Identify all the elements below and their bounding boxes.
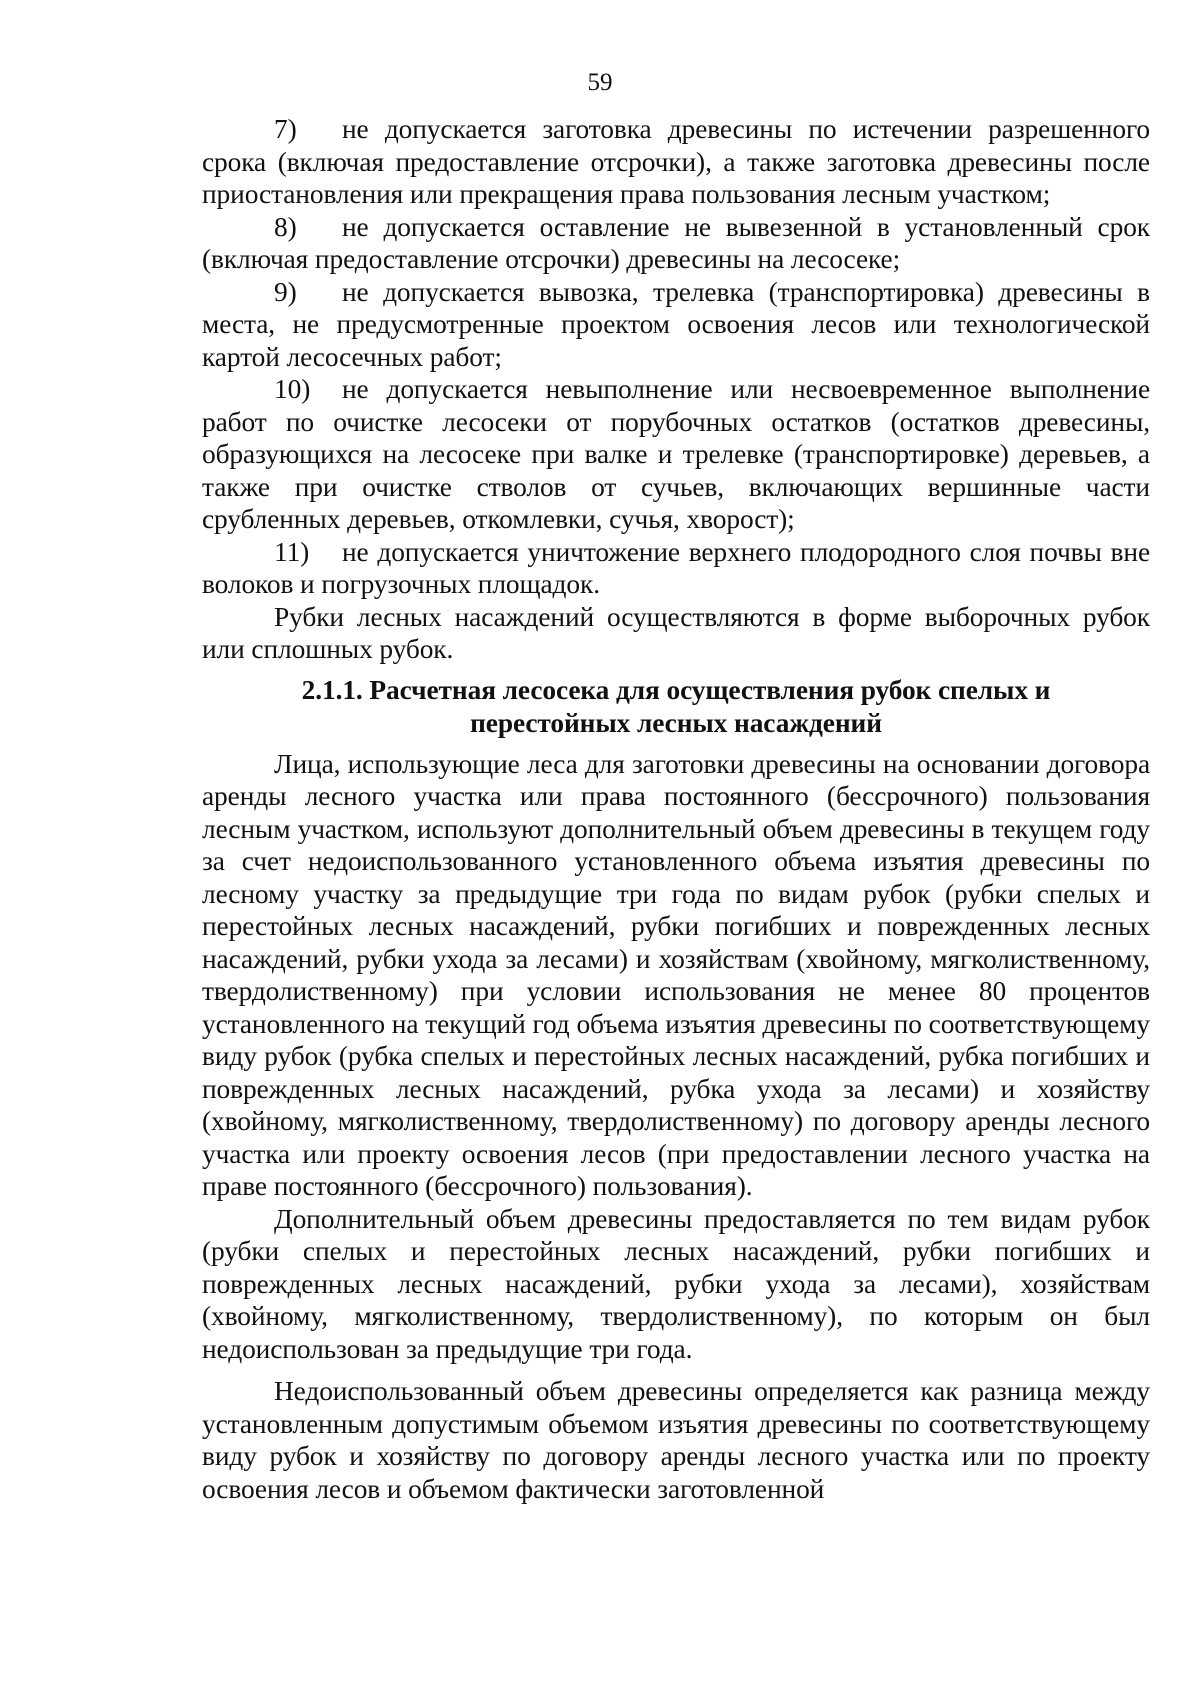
- list-item-text: не допускается вывозка, трелевка (транспортировка) древесины в места, не предусмотренные проектом освоения лесов или технологической картой лесосечных работ;: [202, 276, 1150, 372]
- section-heading-line-1: 2.1.1. Расчетная лесосека для осуществления рубок спелых и: [301, 674, 1051, 705]
- felling-forms-paragraph: Рубки лесных насаждений осуществляются в форме выборочных рубок или сплошных рубок.: [202, 601, 1150, 664]
- list-item-number: 8): [274, 211, 297, 242]
- list-item: [202, 276, 1150, 374]
- list-item-text: не допускается заготовка древесины по истечении разрешенного срока (включая предоставление отсрочки), а также заготовка древесины после приостановления или прекращения права пользования лесным участком;: [202, 114, 1150, 209]
- list-item-number: 9): [274, 276, 297, 307]
- list-item: [202, 211, 1150, 276]
- paragraph-gap: [202, 1365, 1150, 1375]
- paragraph: Дополнительный объем древесины предоставляется по тем видам рубок (рубки спелых и перестойных лесных насаждений, рубки погибших и поврежденных лесных насаждений, рубки ухода за лесами), хозяйствам (хвойному, мягколиственному, твердолиственному), по которым он был недоиспользован за предыдущие три года.: [202, 1203, 1150, 1364]
- document-body: [202, 113, 1150, 1505]
- list-item: [202, 113, 1150, 211]
- list-item-text: не допускается уничтожение верхнего плодородного слоя почвы вне волоков и погрузочных площадок.: [202, 536, 1150, 599]
- page-number: 59: [587, 69, 613, 96]
- list-item-text: не допускается оставление не вывезенной в установленный срок (включая предоставление отсрочки) древесины на лесосеке;: [202, 211, 1150, 274]
- list-item-text: не допускается невыполнение или несвоевременное выполнение работ по очистке лесосеки от порубочных остатков (остатков древесины, образующихся на лесосеке при валке и трелевке (транспортировке) деревьев, а также при очистке стволов от сучьев, включающих вершинные части срубленных деревьев, откомлевки, сучья, хворост);: [202, 374, 1150, 534]
- paragraph: Недоиспользованный объем древесины определяется как разница между установленным допустимым объемом изъятия древесины по соответствующему виду рубок и хозяйству по договору аренды лесного участка или по проекту освоения лесов и объемом фактически заготовленной: [202, 1376, 1150, 1504]
- list-item-number: 10): [274, 374, 311, 404]
- list-item-number: 11): [274, 536, 310, 567]
- section-heading-line-2: перестойных лесных насаждений: [470, 707, 882, 738]
- section-heading: [202, 674, 1150, 740]
- list-item: [202, 373, 1150, 536]
- list-item: [202, 536, 1150, 601]
- paragraph: Лица, использующие леса для заготовки древесины на основании договора аренды лесного участка или права постоянного (бессрочного) пользования лесным участком, используют дополнительный объем древесины в текущем году за счет недоиспользованного установленного объема изъятия древесины по лесному участку за предыдущие три года по видам рубок (рубки спелых и перестойных лесных насаждений, рубки погибших и поврежденных лесных насаждений, рубки ухода за лесами) и хозяйствам (хвойному, мягколиственному, твердолиственному) при условии использования не менее 80 процентов установленного на текущий год объема изъятия древесины по соответствующему виду рубок (рубка спелых и перестойных лесных насаждений, рубка погибших и поврежденных лесных насаждений, рубка ухода за лесами) и хозяйству (хвойному, мягколиственному, твердолиственному) по договору аренды лесного участка или проекту освоения лесов (при предоставлении лесного участка на праве постоянного (бессрочного) пользования).: [202, 748, 1150, 1201]
- list-item-number: 7): [274, 114, 297, 144]
